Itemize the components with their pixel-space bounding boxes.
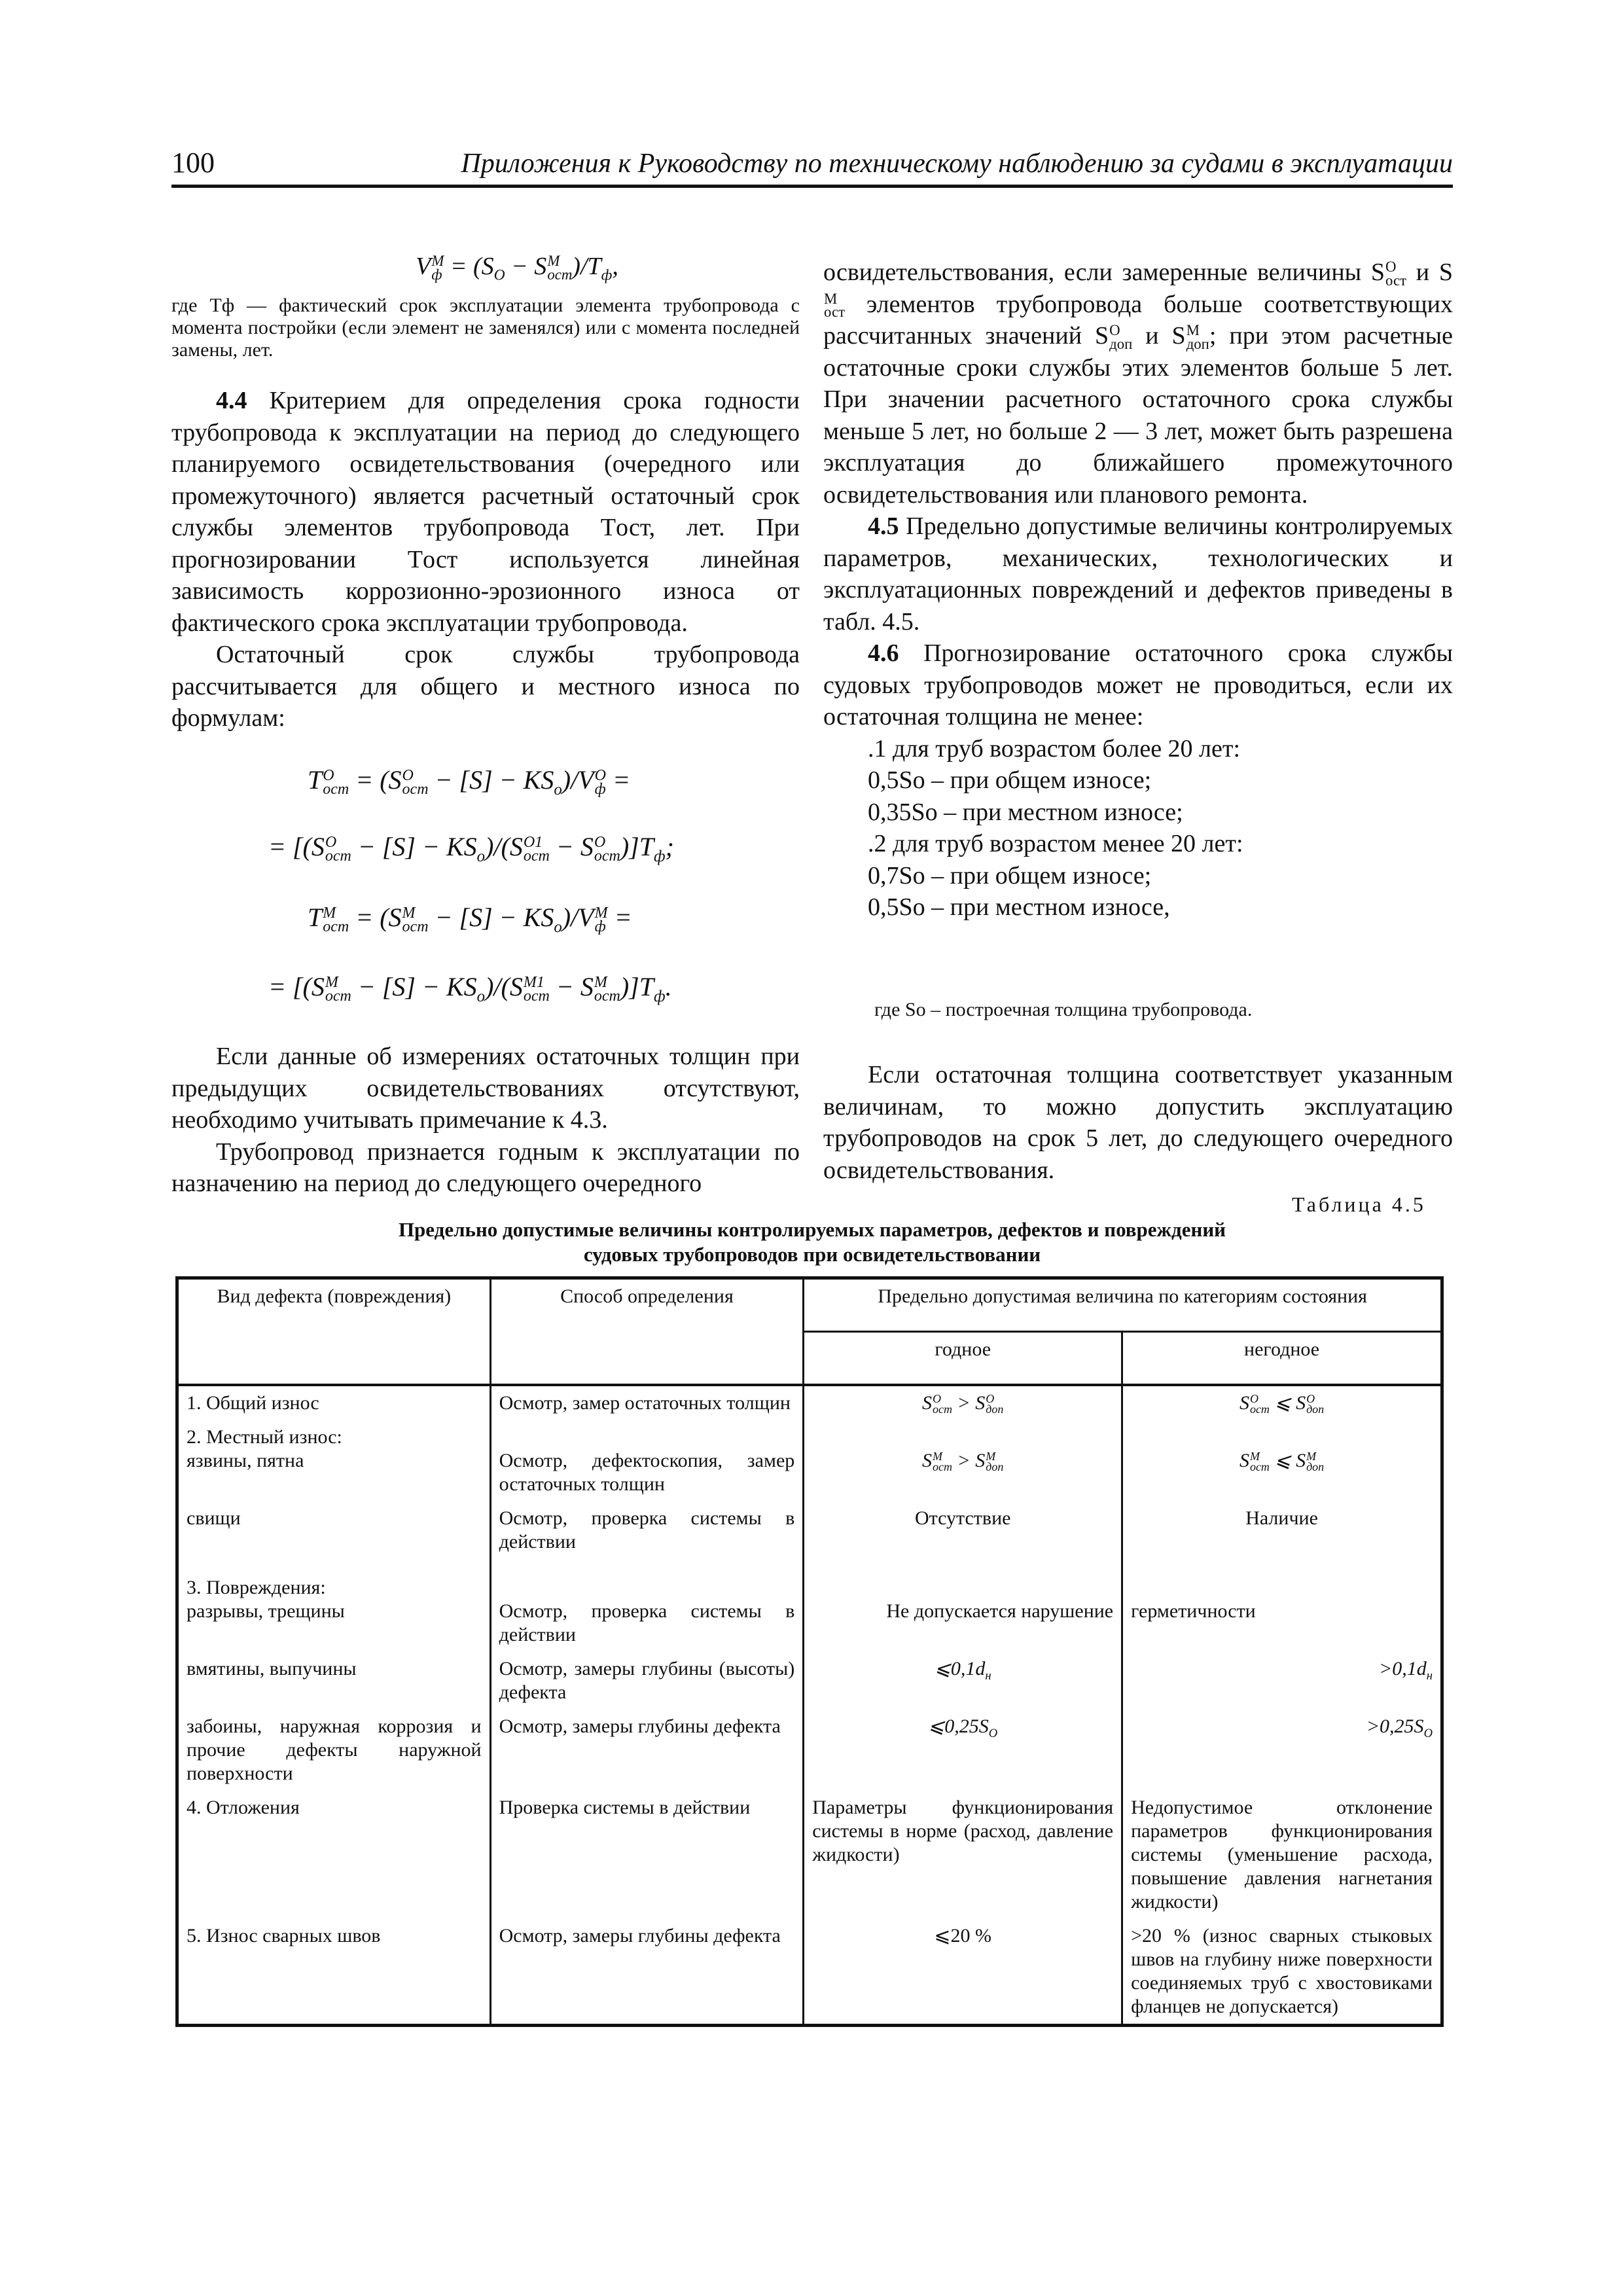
where-tf-note: где Tф — фактический срок эксплуатации элемента трубопровода с момента постройки (если элемент не заменялся) или с момента последней замены, лет.: [171, 295, 800, 361]
col-header-defect: Вид дефекта (повреждения): [177, 1278, 491, 1386]
list-item-2b: 0,5Sо – при местном износе,: [868, 893, 1170, 921]
paragraph-no-data: Если данные об измерениях остаточных толщин при предыдущих освидетельствованиях отсутствуют, необходимо учитывать примечание к 4.3. Трубопровод признается годным к эксплуатации по назначению на период до следующего очередного: [171, 1041, 800, 1200]
right-column-continuation: освидетельствования, если замеренные величины S О ост и S М ост элементов трубопровода больше соответствующих рассчитанных значений S О доп и S М доп ; при этом расчетные остаточные сроки службы этих элементов больше 5 лет. При значении расчетного остаточного срока службы меньше 5 лет, но больше 2 — 3 лет, может быть разрешена эксплуатация до ближайшего промежуточного освидетельствования или планового ремонта. 4.5 Предельно допустимые величины контролируемых параметров, механических, технологических и эксплуатационных повреждений и дефектов приведены в табл. 4.5. 4.6 Прогнозирование остаточного срока службы судовых трубопроводов может не проводиться, если их остаточная толщина не менее: .1 для труб возрастом более 20 лет: 0,5Sо – при общем износе; 0,35Sо – при местном износе; .2 для труб возрастом менее 20 лет: 0,7Sо – при общем износе; 0,5Sо – при местном износе,: [823, 257, 1453, 924]
section-4-6-number: 4.6: [868, 639, 899, 667]
defects-table: [175, 1276, 1444, 2027]
list-item-1a: 0,5Sо – при общем износе;: [868, 766, 1152, 794]
running-header: [171, 145, 1453, 188]
formulas-intro: Остаточный срок службы трубопровода рассчитывается для общего и местного износа по формулам:: [171, 641, 800, 732]
table-row: вмятины, выпучины Осмотр, замеры глубины (высоты) дефекта $⩽0,1d_н$ $>0,1d_н$: [177, 1652, 1442, 1710]
list-item-2a: 0,7Sо – при общем износе;: [868, 861, 1152, 889]
table-row: 3. Повреждения: разрывы, трещины Осмотр, проверка системы в действии Не допускается нарушение герметичности: [177, 1559, 1442, 1652]
page-number: 100: [171, 147, 215, 179]
paragraph-if: Если остаточная толщина соответствует указанным величинам, то можно допустить эксплуатацию трубопроводов на срок 5 лет, до следующего очередного освидетельствования.: [823, 1061, 1453, 1184]
list-item-1b: 0,35Sо – при местном износе;: [868, 798, 1183, 826]
table-row: 5. Износ сварных швов Осмотр, замеры глубины дефекта ⩽20 % >20 % (износ сварных стыковых швов на глубину ниже поверхности соединяемых труб с хвостовиками фланцев не допускается): [177, 1919, 1442, 2026]
table-row: свищи Осмотр, проверка системы в действии Отсутствие Наличие: [177, 1501, 1442, 1559]
formula-v: V М ф = ($S_О - S$ М ост )$/T_ф$,: [416, 253, 618, 284]
table-row: 1. Общий износ Осмотр, замер остаточных толщин S О ост > S О доп S О ост ⩽ S О доп: [177, 1385, 1442, 1420]
formula-t-local: T М ост = (S М ост − $[S] - KS_о)/V$ М ф =: [308, 903, 632, 936]
paragraph-4-4: 4.4 Критерием для определения срока годности трубопровода к эксплуатации на период до следующего планируемого освидетельствования (очередного или промежуточного) является расчетный остаточный срок службы элементов трубопровода Tост, лет. При прогнозировании Tост используется линейная зависимость коррозионно-эрозионного износа от фактического срока эксплуатации трубопровода. Остаточный срок службы трубопровода рассчитывается для общего и местного износа по формулам:: [171, 385, 800, 734]
formula-t-general: T О ост = (S О ост − $[S] - KS_о)/V$ О ф =: [308, 765, 630, 798]
col-header-method: Способ определения: [490, 1278, 804, 1386]
col-header-limit: Предельно допустимая величина по категориям состояния: [804, 1278, 1442, 1332]
table-row: забоины, наружная коррозия и прочие дефекты наружной поверхности Осмотр, замеры глубины дефекта $⩽0,25S_О$ $>0,25S_О$: [177, 1710, 1442, 1791]
table-row: 2. Местный износ: язвины, пятна Осмотр, дефектоскопия, замер остаточных толщин S М ост > S М доп S М ост ⩽ S М доп: [177, 1420, 1442, 1501]
list-item-2: .2 для труб возрастом менее 20 лет:: [868, 830, 1243, 857]
where-so-note: где Sо – построечная толщина трубопровода.: [874, 999, 1253, 1020]
table-row: 4. Отложения Проверка системы в действии Параметры функционирования системы в норме (расход, давление жидкости) Недопустимое отклонение параметров функционирования системы (уменьшение расхода, повышение давления нагнетания жидкости): [177, 1791, 1442, 1919]
formula-t-general-cont: = [(S О ост − $[S] - KS_о)/(S$ О1 ост − S О ост )]$T_ф$;: [268, 832, 674, 865]
section-4-5-number: 4.5: [868, 512, 899, 540]
table-caption: Таблица 4.5: [1292, 1193, 1426, 1216]
running-title: Приложения к Руководству по техническому наблюдению за судами в эксплуатации: [461, 149, 1453, 179]
table-title: Предельно допустимые величины контролируемых параметров, дефектов и повреждений судовых трубопроводов при освидетельствовании: [398, 1218, 1226, 1266]
col-header-unfit: негодное: [1122, 1332, 1442, 1386]
col-header-fit: годное: [804, 1332, 1122, 1386]
formula-t-local-cont: = [(S М ост − $[S] - KS_о)/(S$ М1 ост − S М ост )]$T_ф$.: [268, 972, 672, 1005]
section-4-4-number: 4.4: [216, 387, 247, 414]
paragraph-fit: Трубопровод признается годным к эксплуатации по назначению на период до следующего очередного: [171, 1138, 800, 1197]
list-item-1: .1 для труб возрастом более 20 лет:: [868, 734, 1241, 762]
